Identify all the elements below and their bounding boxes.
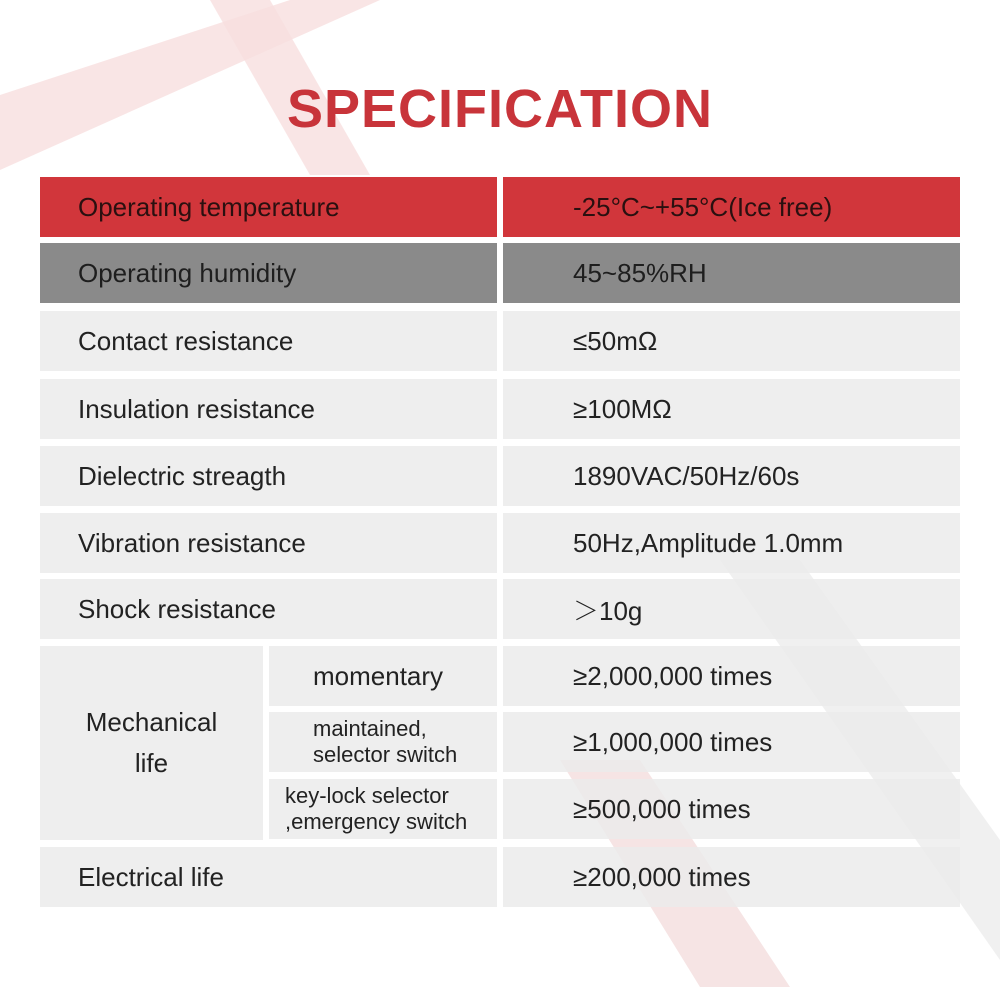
row-value-electrical-life: ≥200,000 times [503,847,960,907]
row-label-dielectric-strength: Dielectric streagth [40,446,497,506]
mechanical-sub-key-lock-line1: key-lock selector [285,783,449,808]
mechanical-sub-maintained [269,712,497,772]
row-value-operating-temperature: -25°C~+55°C(Ice free) [503,177,960,237]
mechanical-sub-maintained-line2: selector switch [313,742,458,767]
mechanical-value-momentary: ≥2,000,000 times [503,646,960,706]
page-title: SPECIFICATION [286,79,713,139]
row-value-insulation-resistance: ≥100MΩ [503,379,960,439]
mechanical-sub-momentary: momentary [269,646,497,706]
row-label-operating-temperature: Operating temperature [40,177,497,237]
row-label-insulation-resistance: Insulation resistance [40,379,497,439]
row-label-vibration-resistance: Vibration resistance [40,513,497,573]
mechanical-sub-maintained-line1: maintained, [313,716,427,741]
row-label-mechanical-life [40,646,263,840]
row-label-operating-humidity: Operating humidity [40,243,497,303]
mechanical-label-line1: Mechanical [85,707,218,737]
mechanical-value-maintained: ≥1,000,000 times [503,712,960,772]
row-label-electrical-life: Electrical life [40,847,497,907]
row-value-vibration-resistance: 50Hz,Amplitude 1.0mm [503,513,960,573]
row-value-shock-resistance: ＞10g [503,579,960,639]
mechanical-value-key-lock: ≥500,000 times [503,779,960,839]
mechanical-sub-key-lock [269,779,497,839]
mechanical-label-line2: life [134,748,169,778]
row-label-shock-resistance: Shock resistance [40,579,497,639]
row-value-contact-resistance: ≤50mΩ [503,311,960,371]
row-value-dielectric-strength: 1890VAC/50Hz/60s [503,446,960,506]
row-label-contact-resistance: Contact resistance [40,311,497,371]
mechanical-sub-key-lock-line2: ,emergency switch [285,809,468,834]
row-value-operating-humidity: 45~85%RH [503,243,960,303]
